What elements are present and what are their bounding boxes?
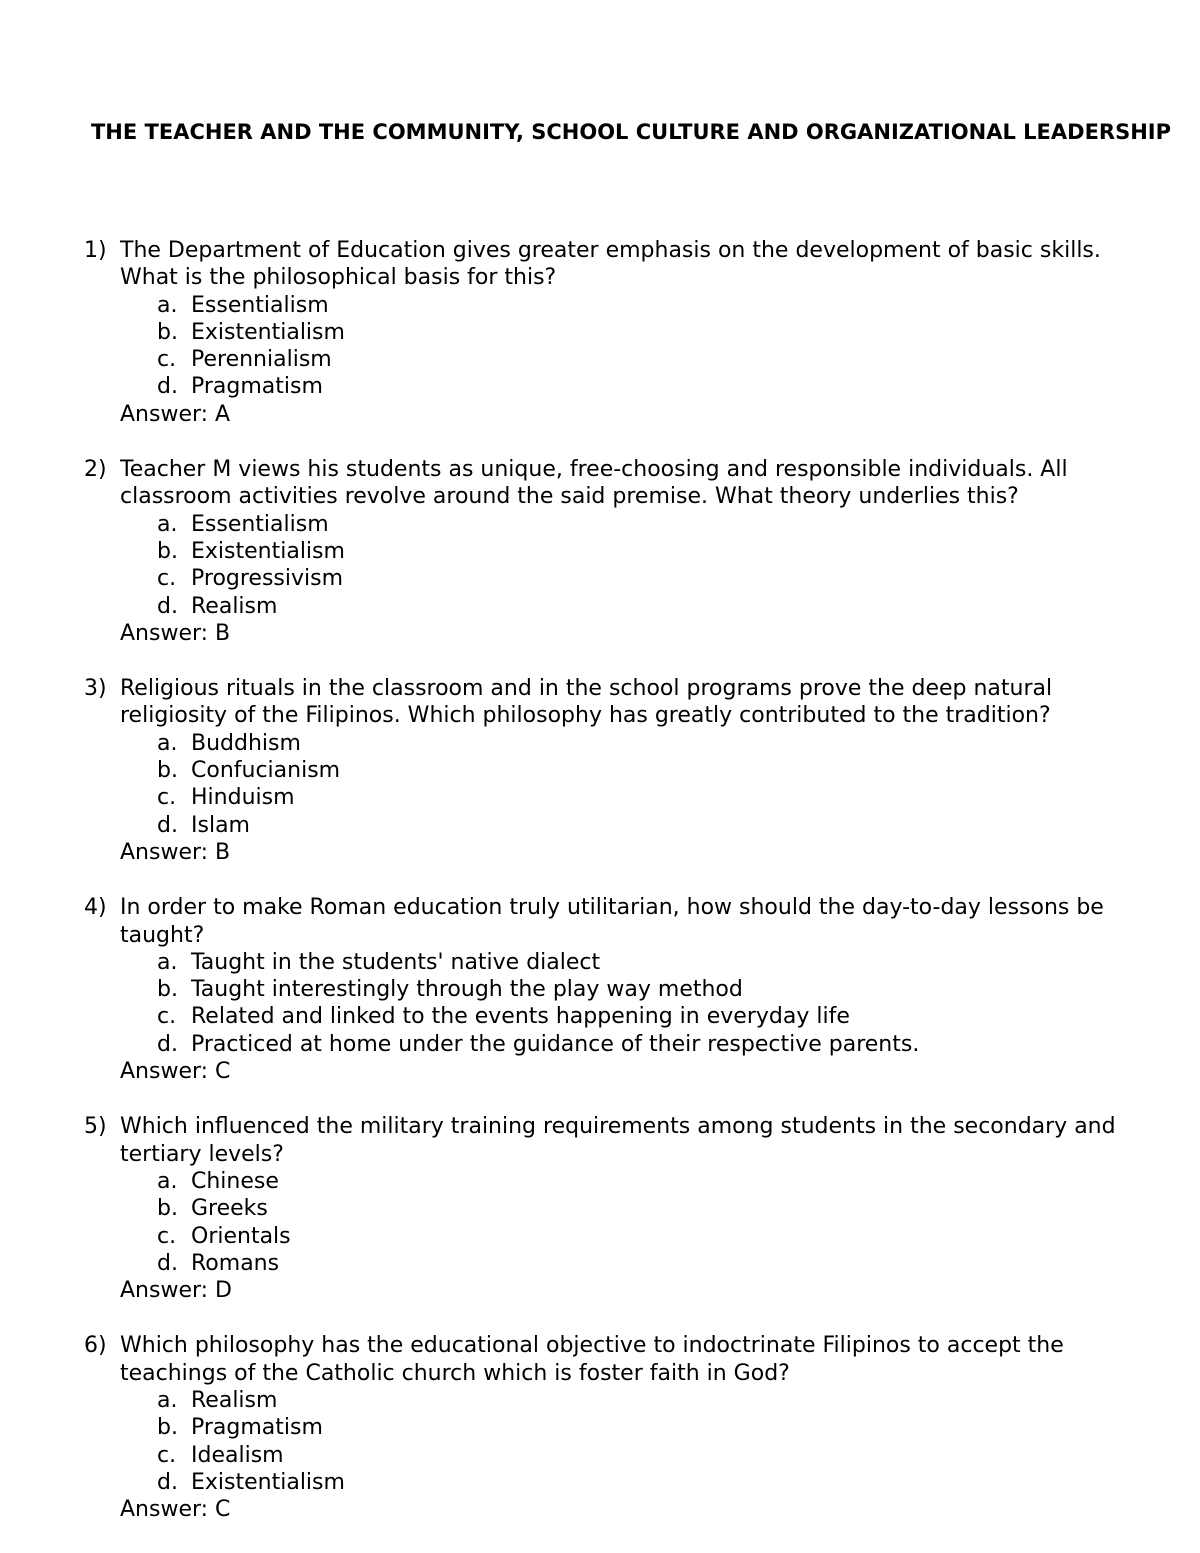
option-a	[157, 511, 1200, 538]
question-number: 4)	[84, 895, 107, 921]
option-letter: b.	[157, 1196, 178, 1222]
option-text: Essentialism	[191, 292, 329, 318]
option-text: Romans	[191, 1250, 280, 1276]
option-letter: d.	[157, 374, 178, 400]
question-text: In order to make Roman education truly utilitarian, how should the day-to-day lessons be taught?	[120, 895, 1104, 948]
option-b	[157, 319, 1200, 346]
option-text: Greeks	[191, 1196, 268, 1222]
option-letter: c.	[157, 347, 177, 373]
option-b	[157, 1195, 1200, 1222]
option-text: Chinese	[191, 1168, 279, 1194]
question-4	[0, 894, 1200, 1085]
question-text: Which influenced the military training requirements among students in the secondary and tertiary levels?	[120, 1114, 1116, 1167]
option-list	[0, 511, 1200, 620]
option-a	[157, 1168, 1200, 1195]
question-1	[0, 237, 1200, 428]
option-d	[157, 1469, 1200, 1496]
option-letter: c.	[157, 1004, 177, 1030]
option-letter: a.	[157, 730, 178, 756]
answer-line: Answer: C	[120, 1497, 231, 1523]
option-text: Existentialism	[191, 538, 345, 564]
option-text: Idealism	[191, 1442, 284, 1468]
option-letter: b.	[157, 1415, 178, 1441]
option-text: Taught interestingly through the play way method	[191, 977, 743, 1003]
option-text: Hinduism	[191, 785, 295, 811]
option-text: Pragmatism	[191, 1415, 323, 1441]
question-5	[0, 1113, 1200, 1304]
option-c	[157, 1223, 1200, 1250]
option-letter: a.	[157, 511, 178, 537]
option-text: Islam	[191, 812, 250, 838]
option-letter: c.	[157, 566, 177, 592]
option-letter: d.	[157, 812, 178, 838]
option-d	[157, 1250, 1200, 1277]
option-d	[157, 373, 1200, 400]
question-2	[0, 456, 1200, 647]
option-list	[0, 292, 1200, 401]
option-text: Confucianism	[191, 758, 341, 784]
question-6	[0, 1332, 1200, 1523]
question-number: 5)	[84, 1114, 107, 1140]
question-list	[0, 237, 1200, 1551]
option-letter: a.	[157, 1387, 178, 1413]
option-text: Orientals	[191, 1223, 291, 1249]
option-letter: b.	[157, 758, 178, 784]
option-text: Perennialism	[191, 347, 332, 373]
option-letter: a.	[157, 949, 178, 975]
question-text: Which philosophy has the educational objective to indoctrinate Filipinos to accept the teachings of the Catholic church which is foster faith in God?	[120, 1333, 1064, 1386]
option-letter: a.	[157, 1168, 178, 1194]
option-text: Existentialism	[191, 1469, 345, 1495]
question-text: Teacher M views his students as unique, free-choosing and responsible individuals. All classroom activities revolve around the said premise. What theory underlies this?	[120, 457, 1068, 510]
option-letter: d.	[157, 1250, 178, 1276]
option-b	[157, 976, 1200, 1003]
option-a	[157, 292, 1200, 319]
question-text: Religious rituals in the classroom and in the school programs prove the deep natural religiosity of the Filipinos. Which philosophy has greatly contributed to the tradition?	[120, 676, 1053, 729]
option-c	[157, 565, 1200, 592]
answer-line: Answer: A	[120, 401, 231, 427]
option-text: Pragmatism	[191, 374, 323, 400]
document-title: THE TEACHER AND THE COMMUNITY, SCHOOL CULTURE AND ORGANIZATIONAL LEADERSHIP	[90, 120, 1171, 144]
answer-line: Answer: C	[120, 1059, 231, 1085]
question-number: 2)	[84, 457, 107, 483]
option-c	[157, 1003, 1200, 1030]
option-a	[157, 730, 1200, 757]
option-letter: d.	[157, 593, 178, 619]
question-number: 1)	[84, 238, 107, 263]
option-a	[157, 949, 1200, 976]
option-letter: a.	[157, 292, 178, 318]
answer-line: Answer: B	[120, 620, 231, 646]
option-letter: b.	[157, 538, 178, 564]
option-text: Progressivism	[191, 566, 344, 592]
option-d	[157, 812, 1200, 839]
option-text: Realism	[191, 593, 278, 619]
option-list	[0, 1387, 1200, 1496]
question-3	[0, 675, 1200, 866]
question-text: The Department of Education gives greater emphasis on the development of basic skills. What is the philosophical basis for this?	[120, 238, 1101, 291]
option-d	[157, 593, 1200, 620]
question-number: 6)	[84, 1333, 107, 1359]
option-text: Existentialism	[191, 319, 345, 345]
answer-line: Answer: B	[120, 839, 231, 865]
option-letter: c.	[157, 785, 177, 811]
option-letter: b.	[157, 977, 178, 1003]
option-letter: b.	[157, 319, 178, 345]
option-b	[157, 1414, 1200, 1441]
option-list	[0, 1168, 1200, 1277]
option-letter: d.	[157, 1469, 178, 1495]
option-letter: d.	[157, 1031, 178, 1057]
option-c	[157, 1442, 1200, 1469]
option-text: Buddhism	[191, 730, 301, 756]
option-text: Related and linked to the events happening in everyday life	[191, 1004, 850, 1030]
option-a	[157, 1387, 1200, 1414]
option-c	[157, 784, 1200, 811]
option-b	[157, 757, 1200, 784]
option-letter: c.	[157, 1442, 177, 1468]
option-text: Essentialism	[191, 511, 329, 537]
option-text: Taught in the students' native dialect	[191, 949, 601, 975]
option-list	[0, 949, 1200, 1058]
option-letter: c.	[157, 1223, 177, 1249]
option-text: Practiced at home under the guidance of their respective parents.	[191, 1031, 920, 1057]
option-text: Realism	[191, 1387, 278, 1413]
option-list	[0, 730, 1200, 839]
answer-line: Answer: D	[120, 1278, 232, 1304]
option-b	[157, 538, 1200, 565]
option-d	[157, 1031, 1200, 1058]
question-number: 3)	[84, 676, 107, 702]
option-c	[157, 346, 1200, 373]
